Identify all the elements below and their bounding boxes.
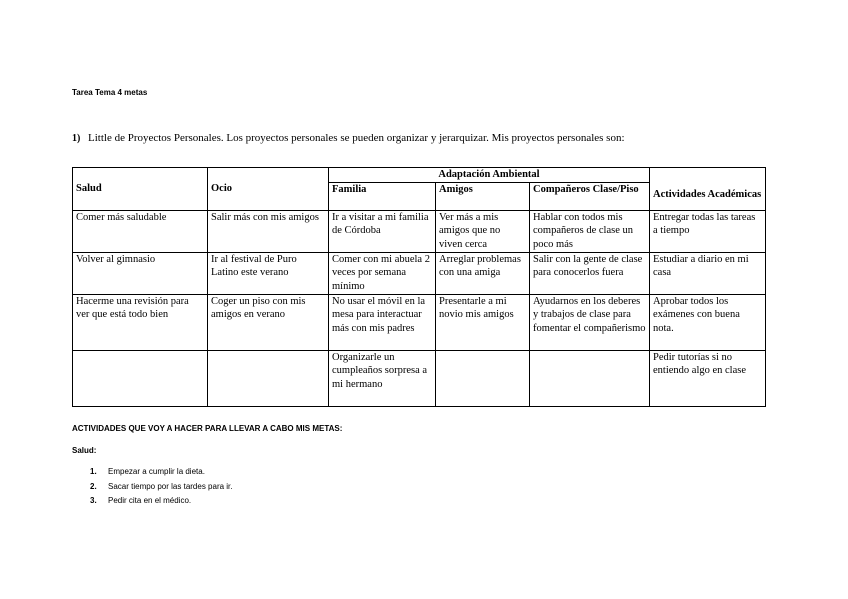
salud-label: Salud:	[72, 446, 97, 455]
table-row	[73, 252, 766, 294]
table-cell: Coger un piso con mis amigos en verano	[208, 294, 329, 350]
table-cell: Ayudarnos en los deberes y trabajos de clase para fomentar el compañerismo	[530, 294, 650, 350]
header-companeros: Compañeros Clase/Piso	[530, 182, 650, 210]
table-cell: Entregar todas las tareas a tiempo	[650, 210, 766, 252]
table-cell: Hacerme una revisión para ver que está todo bien	[73, 294, 208, 350]
table-row	[73, 210, 766, 252]
intro-number: 1)	[72, 133, 81, 144]
table-cell: Aprobar todos los exámenes con buena nota.	[650, 294, 766, 350]
list-number: 1.	[90, 467, 97, 476]
header-familia: Familia	[329, 182, 436, 210]
list-text: Pedir cita en el médico.	[108, 496, 192, 505]
table-cell: Comer más saludable	[73, 210, 208, 252]
table-cell: Volver al gimnasio	[73, 252, 208, 294]
table-cell: Hablar con todos mis compañeros de clase un poco más	[530, 210, 650, 252]
table-cell: Ver más a mis amigos que no viven cerca	[436, 210, 530, 252]
list-item	[90, 496, 233, 511]
intro-text: Little de Proyectos Personales. Los proyectos personales se pueden organizar y jerarquizar. Mis proyectos personales son:	[88, 132, 625, 144]
activities-heading: ACTIVIDADES QUE VOY A HACER PARA LLEVAR A CABO MIS METAS:	[72, 424, 343, 433]
table-cell: Comer con mi abuela 2 veces por semana mínimo	[329, 252, 436, 294]
task-list	[90, 467, 233, 511]
header-actividades-academicas: Actividades Académicas	[650, 168, 766, 211]
table-row	[73, 350, 766, 406]
table-cell: Pedir tutorías si no entiendo algo en clase	[650, 350, 766, 406]
table-cell	[436, 350, 530, 406]
table-cell: Salir más con mis amigos	[208, 210, 329, 252]
table-row	[73, 294, 766, 350]
table-cell: No usar el móvil en la mesa para interactuar más con mis padres	[329, 294, 436, 350]
header-salud: Salud	[73, 168, 208, 211]
table-cell	[530, 350, 650, 406]
header-adaptacion-ambiental: Adaptación Ambiental	[329, 168, 650, 183]
table-cell	[208, 350, 329, 406]
table-cell: Salir con la gente de clase para conocerlos fuera	[530, 252, 650, 294]
goals-table	[72, 167, 766, 407]
list-text: Empezar a cumplir la dieta.	[108, 467, 205, 476]
list-text: Sacar tiempo por las tardes para ir.	[108, 481, 233, 491]
list-number: 2.	[90, 481, 97, 491]
table-cell: Ir al festival de Puro Latino este verano	[208, 252, 329, 294]
table-cell: Estudiar a diario en mi casa	[650, 252, 766, 294]
header-ocio: Ocio	[208, 168, 329, 211]
intro-paragraph	[72, 132, 772, 144]
table-cell	[73, 350, 208, 406]
table-cell: Arreglar problemas con una amiga	[436, 252, 530, 294]
header-amigos: Amigos	[436, 182, 530, 210]
table-cell: Ir a visitar a mi familia de Córdoba	[329, 210, 436, 252]
list-item	[90, 482, 233, 497]
table-cell: Organizarle un cumpleaños sorpresa a mi hermano	[329, 350, 436, 406]
list-item	[90, 467, 233, 482]
document-title: Tarea Tema 4 metas	[72, 88, 148, 97]
list-number: 3.	[90, 496, 97, 505]
table-cell: Presentarle a mi novio mis amigos	[436, 294, 530, 350]
